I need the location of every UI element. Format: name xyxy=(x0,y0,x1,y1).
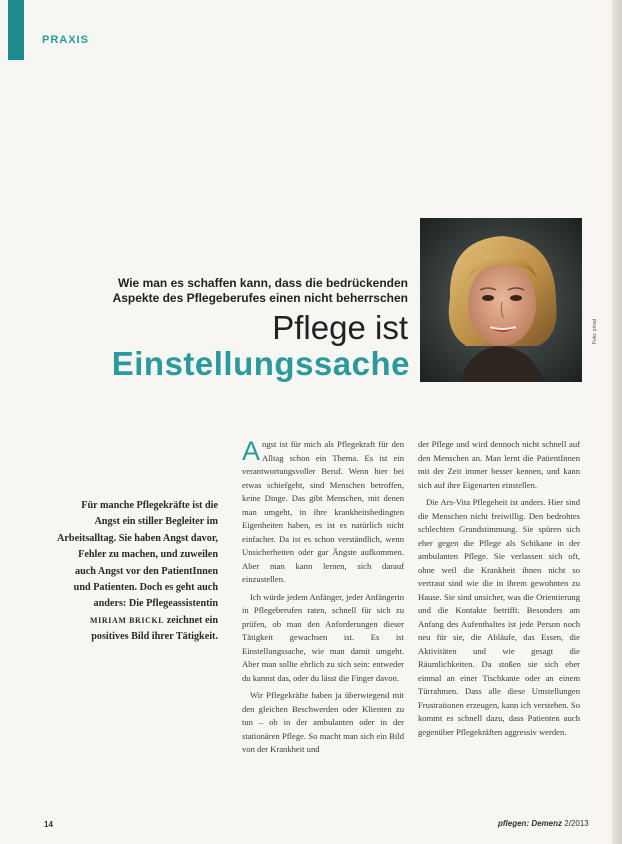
teaser-end: zeichnet ein positives Bild ihrer Tätigkeit. xyxy=(91,614,218,643)
paragraph: Ich würde jedem Anfänger, jeder Anfängerin in Pflegeberufen raten, schnell für sich zu prüfen, ob man den Anforderungen dieser Tätigkeit gewachsen ist. Es ist Einstellungssache, wie man damit umgeht. Aber man sollte ehrlich zu sich sein: entweder du kannst das, oder du lässt die Finger davon. xyxy=(242,591,404,683)
section-accent-bar xyxy=(8,0,24,60)
author-name: MIRIAM BRICKL xyxy=(89,615,165,625)
teaser-text: Für manche Pflegekräfte ist die Angst ein stiller Begleiter im Arbeitsalltag. Sie haben Angst davor, Fehler zu machen, und zuweilen auch Angst vor den PatientInnen und Patienten. Doch es geht auch anders: Die Pflegeassistentin xyxy=(57,500,218,610)
journal-name: pflegen: Demenz xyxy=(498,819,563,828)
paragraph: Wir Pflegekräfte haben ja überwiegend mit den gleichen Beschwerden oder Klienten zu tun – ob in der ambulanten oder in der stationären Pflege. So macht man sich ein Bild von der Krankheit und xyxy=(242,690,404,754)
article-title-line1: Pflege ist xyxy=(272,309,408,346)
article-title-line2: Einstellungssache xyxy=(111,345,410,382)
portrait-photo xyxy=(420,218,582,382)
page-edge xyxy=(612,0,622,844)
body-column-2 xyxy=(418,438,580,743)
article-subtitle: Wie man es schaffen kann, dass die bedrückenden Aspekte des Pflegeberufes einen nicht beherrschen xyxy=(112,276,408,305)
paragraph xyxy=(242,438,404,587)
article-teaser xyxy=(56,498,218,646)
body-column-1 xyxy=(242,438,404,761)
section-label: PRAXIS xyxy=(42,34,89,46)
photo-credit: Foto: privat xyxy=(592,318,598,344)
paragraph: Die Ars-Vita Pflegeheit ist anders. Hier sind die Menschen nicht freiwillig. Den bedrohtes schlechten Grundstimmung. Sie spüren sich eher gegen die Pflege als Schikane in der ambulanten Pflege. Sie verlassen sich oft, ohne weil die Krankheit ihnen nicht so vertraut sind wie die in ihrem gewohnten zu Hause. Sie sind unsicher, was die Orientierung und die Kontakte betrifft. Besonders am Anfang des Aufenthaltes ist jede Person noch neu für sie, die Abläufe, das Essen, die Aktivitäten und wie gesagt die Räumlichkeiten. Da stoßen sie sich eher einmal an einer Tischkante oder an einem Türrahmen. Dass alle diese Umstellungen Frustrationen erzeugen, kann ich verstehen. So kommt es schnell dazu, dass Patienten auch gegenüber Pflegekräften aggressiv werden. xyxy=(418,497,580,737)
paragraph: der Pflege und wird dennoch nicht schnell auf den Menschen an. Man lernt die PatientInnen mit der Zeit immer besser kennen, und kann sich auf ihre Eigenarten einstellen. xyxy=(418,439,580,490)
drop-cap: A xyxy=(242,436,261,466)
issue-number: 2/2013 xyxy=(564,819,589,828)
journal-footer xyxy=(498,819,589,828)
page-number: 14 xyxy=(44,820,53,829)
paragraph-text: ngst ist für mich als Pflegekraft für den Alltag schon ein Thema. Es ist ein verantwortungsvoller Beruf. Wenn hier bei etwas schiefgeht, sind Menschen betroffen, keine Dinge. Das gibt Menschen, mit denen man umgeht, in ihre krankheitsbedingten Eigenheiten haben, es ist es natürlich nicht einfacher. Da ist es schon verständlich, wenn Unsicherheiten oder gar Ängste aufkommen. Aber man kann lernen, sich darauf einzustellen. xyxy=(242,439,404,584)
